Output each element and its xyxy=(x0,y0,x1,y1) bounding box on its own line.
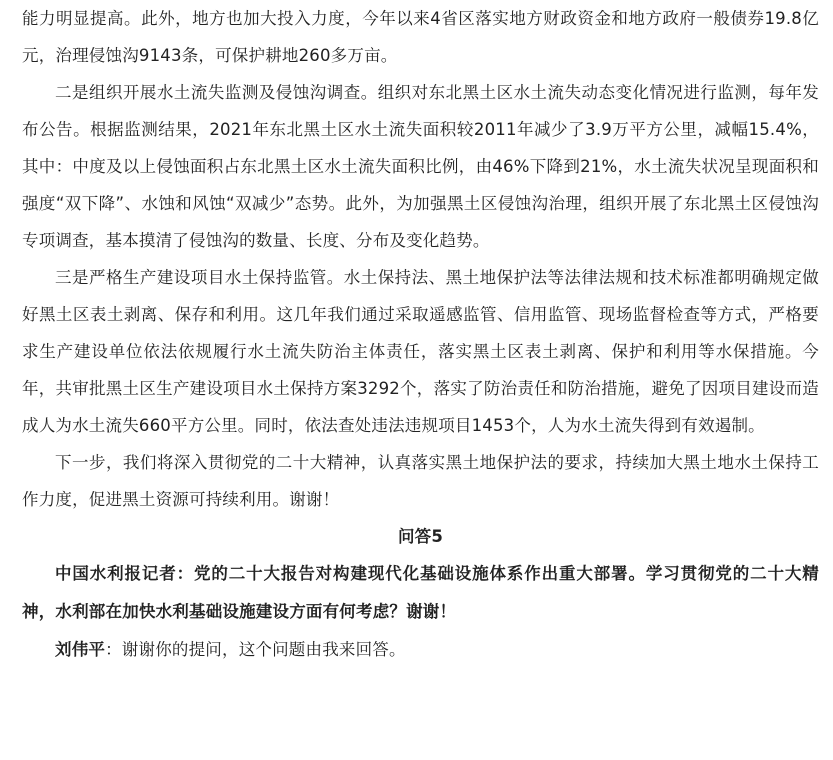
paragraph-next-step: 下一步，我们将深入贯彻党的二十大精神，认真落实黑土地保护法的要求，持续加大黑土地水土保持工作力度，促进黑土资源可持续利用。谢谢！ xyxy=(22,453,819,509)
answer-text: ：谢谢你的提问，这个问题由我来回答。 xyxy=(105,640,406,659)
paragraph-supervision: 三是严格生产建设项目水土保持监管。水土保持法、黑土地保护法等法律法规和技术标准都明确规定做好黑土区表土剥离、保存和利用。这几年我们通过采取遥感监管、信用监管、现场监督检查等方式，严格要求生产建设单位依法依规履行水土流失防治主体责任，落实黑土区表土剥离、保护和利用等水保措施。今年，共审批黑土区生产建设项目水土保持方案3292个，落实了防治责任和防治措施，避免了因项目建设而造成人为水土流失660平方公里。同时，依法查处违法违规项目1453个，人为水土流失得到有效遏制。 xyxy=(22,268,819,435)
answer-paragraph xyxy=(22,631,819,668)
question-text: 党的二十大报告对构建现代化基础设施体系作出重大部署。学习贯彻党的二十大精神，水利部在加快水利基础设施建设方面有何考虑？谢谢！ xyxy=(22,564,819,621)
question-speaker: 中国水利报记者： xyxy=(55,564,195,583)
section-heading: 问答5 xyxy=(397,527,444,546)
paragraph-continuation: 能力明显提高。此外，地方也加大投入力度，今年以来4省区落实地方财政资金和地方政府一般债券19.8亿元，治理侵蚀沟9143条，可保护耕地260多万亩。 xyxy=(22,9,819,65)
answer-speaker: 刘伟平 xyxy=(55,640,106,659)
question-paragraph xyxy=(22,555,819,631)
paragraph-monitoring: 二是组织开展水土流失监测及侵蚀沟调查。组织对东北黑土区水土流失动态变化情况进行监测，每年发布公告。根据监测结果，2021年东北黑土区水土流失面积较2011年减少了3.9万平方公里，减幅15.4%，其中：中度及以上侵蚀面积占东北黑土区水土流失面积比例，由46%下降到21%，水土流失状况呈现面积和强度“双下降”、水蚀和风蚀“双减少”态势。此外，为加强黑土区侵蚀沟治理，组织开展了东北黑土区侵蚀沟专项调查，基本摸清了侵蚀沟的数量、长度、分布及变化趋势。 xyxy=(22,83,819,250)
